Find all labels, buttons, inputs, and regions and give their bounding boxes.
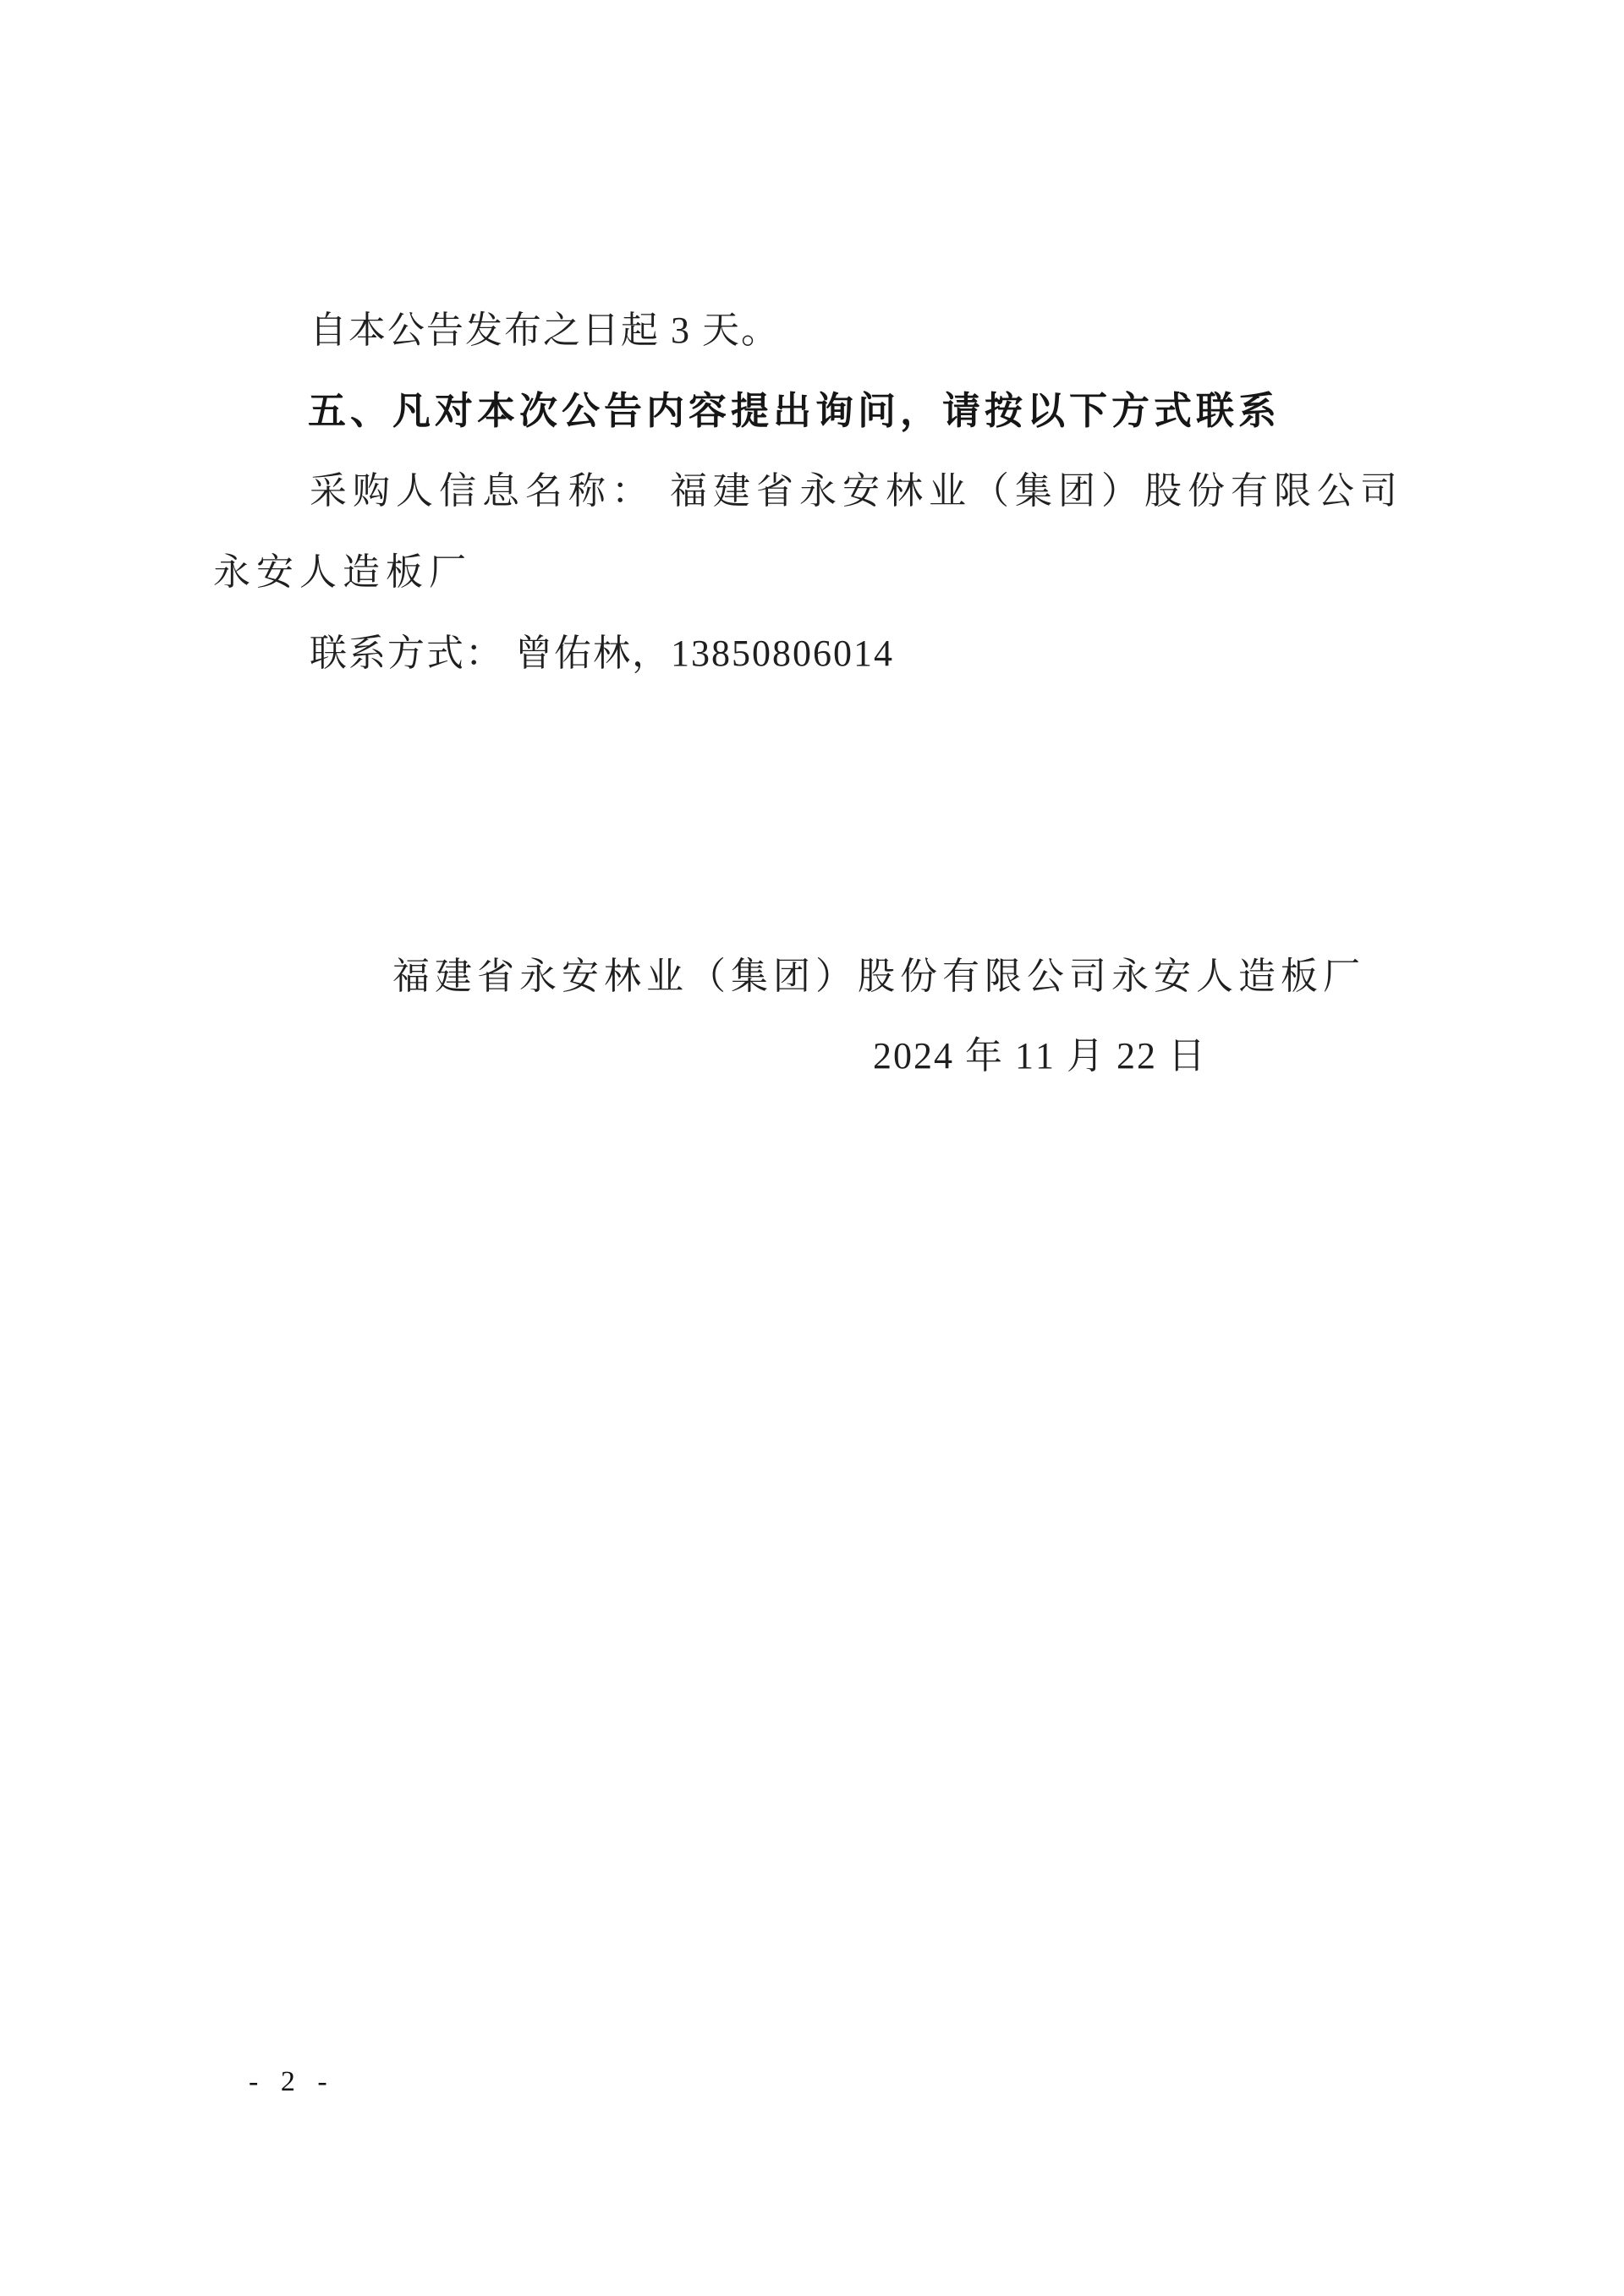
signature-date: 2024 年 11 月 22 日 (873, 1035, 1207, 1077)
purchaser-info-line-2: 永安人造板厂 (213, 551, 472, 593)
paragraph-tail-text: 自本公告发布之日起 3 天。 (310, 310, 780, 351)
contact-info-line: 联系方式： 曾佑林，13850806014 (310, 633, 894, 674)
purchaser-info-line-1: 采购人信息名称： 福建省永安林业（集团）股份有限公司 (310, 470, 1403, 512)
signature-org-name: 福建省永安林业（集团）股份有限公司永安人造板厂 (392, 956, 1365, 997)
section-heading: 五、凡对本次公告内容提出询问，请按以下方式联系 (308, 389, 1281, 432)
page-number: - 2 - (249, 2066, 335, 2097)
